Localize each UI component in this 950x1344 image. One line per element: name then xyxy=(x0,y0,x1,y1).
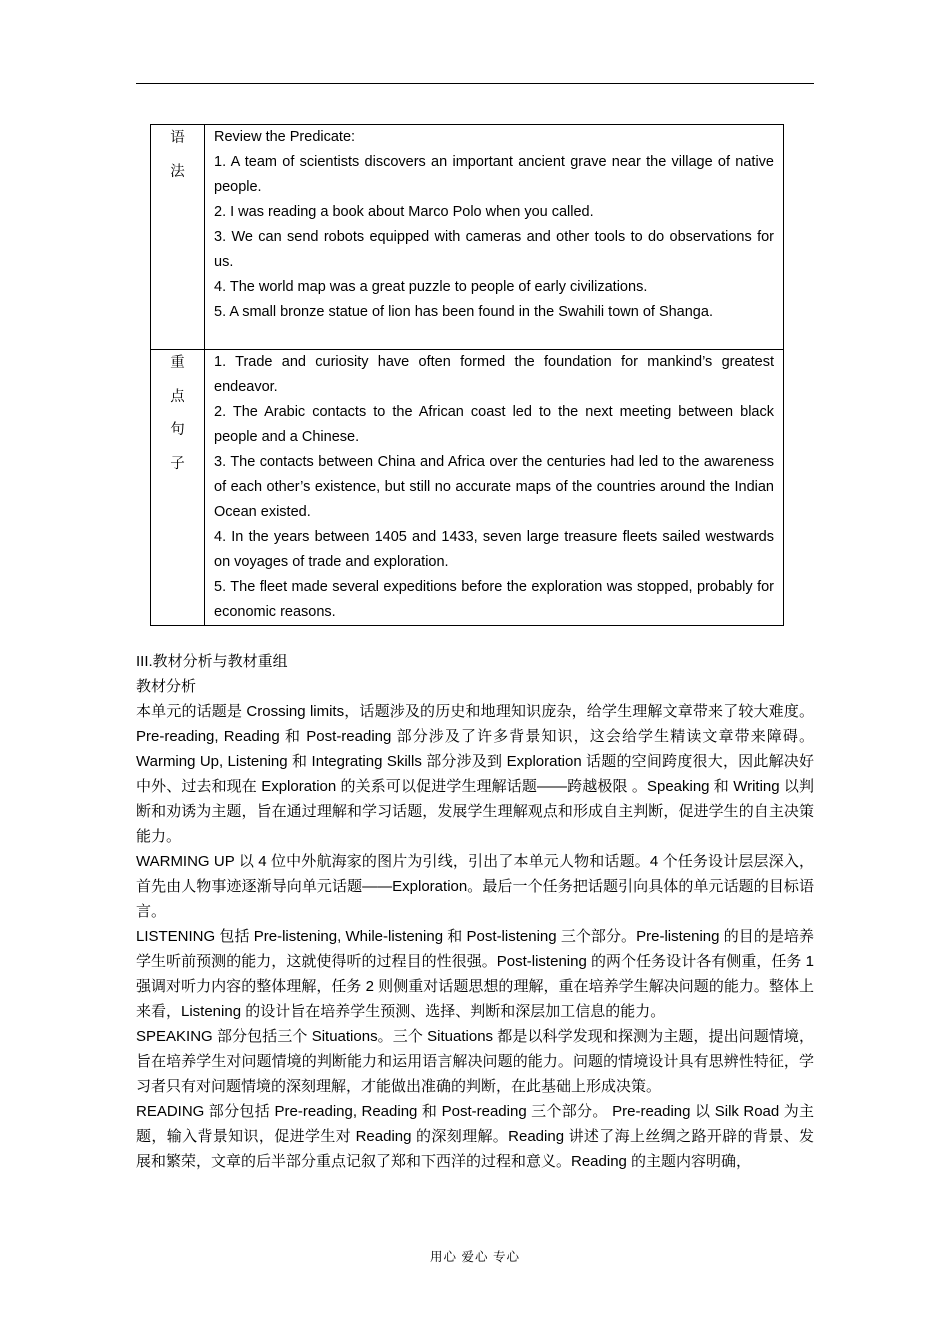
analysis-paragraph: LISTENING 包括 Pre-listening, While-listening 和 Post-listening 三个部分。Pre-listening 的目的是培养学生听前预测的能力，这就使得听的过程目的性很强。Post-listening 的两个任务设计各有侧重，任务 1 强调对听力内容的整体理解，任务 2 则侧重对话题思想的理解，重在培养学生解决问题的能力。整体上来看，Listening 的设计旨在培养学生预测、选择、判断和深层加工信息的能力。 xyxy=(136,928,814,1020)
section-subheading: 教材分析 xyxy=(136,678,197,695)
grammar-line: 4. The world map was a great puzzle to people of early civilizations. xyxy=(214,279,648,295)
header-rule xyxy=(136,83,814,84)
grammar-line: Review the Predicate: xyxy=(214,129,356,145)
label-char: 法 xyxy=(170,163,185,180)
analysis-paragraph: WARMING UP 以 4 位中外航海家的图片为引线，引出了本单元人物和话题。4 个任务设计层层深入，首先由人物事迹逐渐导向单元话题——Exploration。最后一个任务把话题引向具体的单元话题的目标语言。 xyxy=(136,853,814,920)
label-char: 语 xyxy=(170,130,185,146)
grammar-content xyxy=(205,125,784,350)
analysis-paragraph: READING 部分包括 Pre-reading, Reading 和 Post-reading 三个部分。 Pre-reading 以 Silk Road 为主题，输入背景知识，促进学生对 Reading 的深刻理解。Reading 讲述了海上丝绸之路开辟的背景、发展和繁荣，文章的后半部分重点记叙了郑和下西洋的过程和意义。Reading 的主题内容明确， xyxy=(136,1103,814,1170)
label-char: 子 xyxy=(170,455,185,472)
grammar-line: 5. A small bronze statue of lion has been found in the Swahili town of Shanga. xyxy=(214,304,713,320)
grammar-line: 2. I was reading a book about Marco Polo when you called. xyxy=(214,204,594,220)
key-sentence: 2. The Arabic contacts to the African coast led to the next meeting between black people and a Chinese. xyxy=(214,404,774,445)
key-sentence: 4. In the years between 1405 and 1433, seven large treasure fleets sailed westwards on voyages of trade and exploration. xyxy=(214,529,774,570)
grammar-line: 3. We can send robots equipped with cameras and other tools to do observations for us. xyxy=(214,229,774,270)
key-sentence: 1. Trade and curiosity have often formed the foundation for mankind’s greatest endeavor. xyxy=(214,354,774,395)
analysis-paragraph: 本单元的话题是 Crossing limits，话题涉及的历史和地理知识庞杂，给学生理解文章带来了较大难度。Pre-reading, Reading 和 Post-reading 部分涉及了许多背景知识，这会给学生精读文章带来障碍。Warming Up, Listening 和 Integrating Skills 部分涉及到 Exploration 话题的空间跨度很大，因此解决好中外、过去和现在 Exploration 的关系可以促进学生理解话题——跨越极限 。Speaking 和 Writing 以判断和劝诱为主题，旨在通过理解和学习话题，发展学生理解观点和形成自主判断，促进学生的自主决策能力。 xyxy=(136,703,814,845)
grammar-line: 1. A team of scientists discovers an important ancient grave near the village of native people. xyxy=(214,154,774,195)
label-char: 重 xyxy=(170,355,185,371)
grammar-row xyxy=(151,125,784,350)
analysis-paragraph: SPEAKING 部分包括三个 Situations。三个 Situations 都是以科学发现和探测为主题，提出问题情境，旨在培养学生对问题情境的判断能力和运用语言解决问题的能力。问题的情境设计具有思辨性特征，学习者只有对问题情境的深刻理解，才能做出准确的判断，在此基础上形成决策。 xyxy=(136,1028,814,1095)
key-sentence: 3. The contacts between China and Africa over the centuries had led to the awareness of each other’s existence, but still no accurate maps of the countries around the Indian Ocean existed. xyxy=(214,454,774,520)
key-sentences-label xyxy=(151,350,205,626)
key-sentences-row xyxy=(151,350,784,626)
analysis-section xyxy=(136,649,814,1174)
section-heading: III.教材分析与教材重组 xyxy=(136,653,288,670)
key-sentence: 5. The fleet made several expeditions before the exploration was stopped, probably for economic reasons. xyxy=(214,579,774,620)
content-table xyxy=(150,124,784,626)
page-footer: 用心 爱心 专心 xyxy=(430,1250,520,1264)
grammar-label xyxy=(151,125,205,350)
label-char: 句 xyxy=(170,422,185,439)
label-char: 点 xyxy=(170,388,185,405)
key-sentences-content xyxy=(205,350,784,626)
